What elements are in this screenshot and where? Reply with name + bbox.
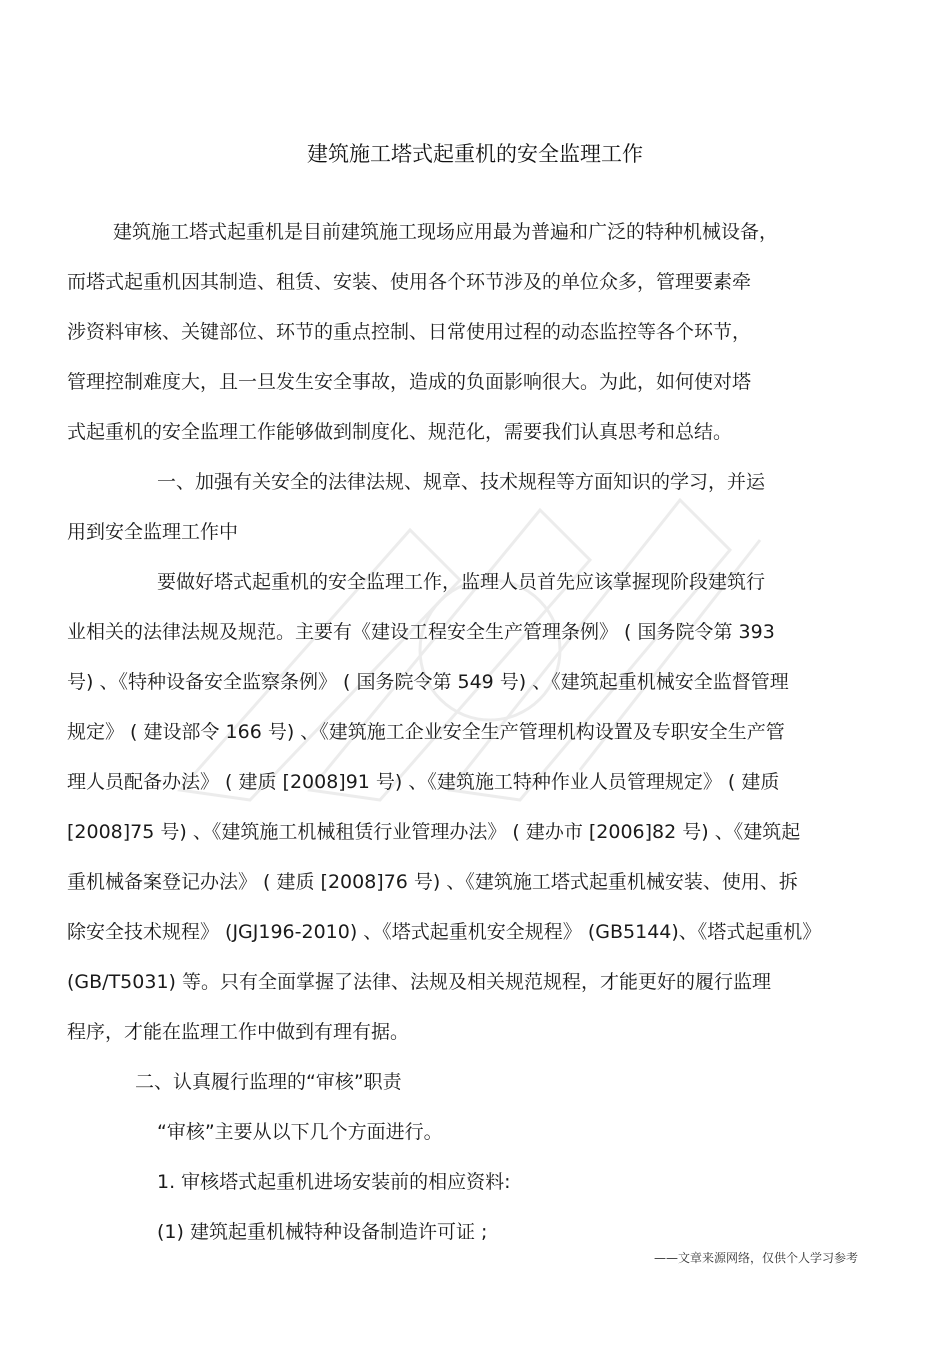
- paragraph-line: 号) 、《特种设备安全监察条例》 ( 国务院令第 549 号) 、《建筑起重机械安全监督管理: [67, 671, 789, 693]
- paragraph-line: (GB/T5031) 等。只有全面掌握了法律、法规及相关规范规程，才能更好的履行监理: [67, 971, 771, 993]
- section-heading-line: 二、认真履行监理的“审核”职责: [135, 1071, 402, 1093]
- document-title: 建筑施工塔式起重机的安全监理工作: [307, 142, 643, 166]
- paragraph-line: 要做好塔式起重机的安全监理工作，监理人员首先应该掌握现阶段建筑行: [157, 571, 766, 593]
- paragraph-line: 管理控制难度大，且一旦发生安全事故，造成的负面影响很大。为此，如何使对塔: [67, 371, 752, 393]
- paragraph-line: 程序，才能在监理工作中做到有理有据。: [67, 1021, 410, 1043]
- paragraph-line: 除安全技术规程》 (JGJ196-2010) 、《塔式起重机安全规程》 (GB5144)、《塔式起重机》: [67, 921, 822, 943]
- list-item: 1. 审核塔式起重机进场安装前的相应资料:: [157, 1171, 511, 1193]
- paragraph-line: 建筑施工塔式起重机是目前建筑施工现场应用最为普遍和广泛的特种机械设备，: [113, 221, 779, 243]
- paragraph-line: 涉资料审核、关键部位、环节的重点控制、日常使用过程的动态监控等各个环节，: [67, 321, 752, 343]
- paragraph-line: “审核”主要从以下几个方面进行。: [157, 1121, 443, 1143]
- footer-note: ——文章来源网络，仅供个人学习参考: [653, 1251, 858, 1265]
- paragraph-line: 业相关的法律法规及规范。主要有《建设工程安全生产管理条例》 ( 国务院令第 393: [67, 621, 775, 643]
- paragraph-line: 而塔式起重机因其制造、租赁、安装、使用各个环节涉及的单位众多，管理要素牵: [67, 271, 752, 293]
- section-heading-line: 一、加强有关安全的法律法规、规章、技术规程等方面知识的学习，并运: [157, 471, 766, 493]
- paragraph-line: 规定》 ( 建设部令 166 号) 、《建筑施工企业安全生产管理机构设置及专职安全生产管: [67, 721, 785, 743]
- section-heading-line: 用到安全监理工作中: [67, 521, 239, 543]
- paragraph-line: [2008]75 号) 、《建筑施工机械租赁行业管理办法》 ( 建办市 [2006]82 号) 、《建筑起: [67, 821, 801, 843]
- list-item: (1) 建筑起重机械特种设备制造许可证 ;: [157, 1221, 488, 1243]
- paragraph-line: 理人员配备办法》 ( 建质 [2008]91 号) 、《建筑施工特种作业人员管理规定》 ( 建质: [67, 771, 780, 793]
- paragraph-line: 式起重机的安全监理工作能够做到制度化、规范化，需要我们认真思考和总结。: [67, 421, 733, 443]
- paragraph-line: 重机械备案登记办法》 ( 建质 [2008]76 号) 、《建筑施工塔式起重机械安装、使用、拆: [67, 871, 798, 893]
